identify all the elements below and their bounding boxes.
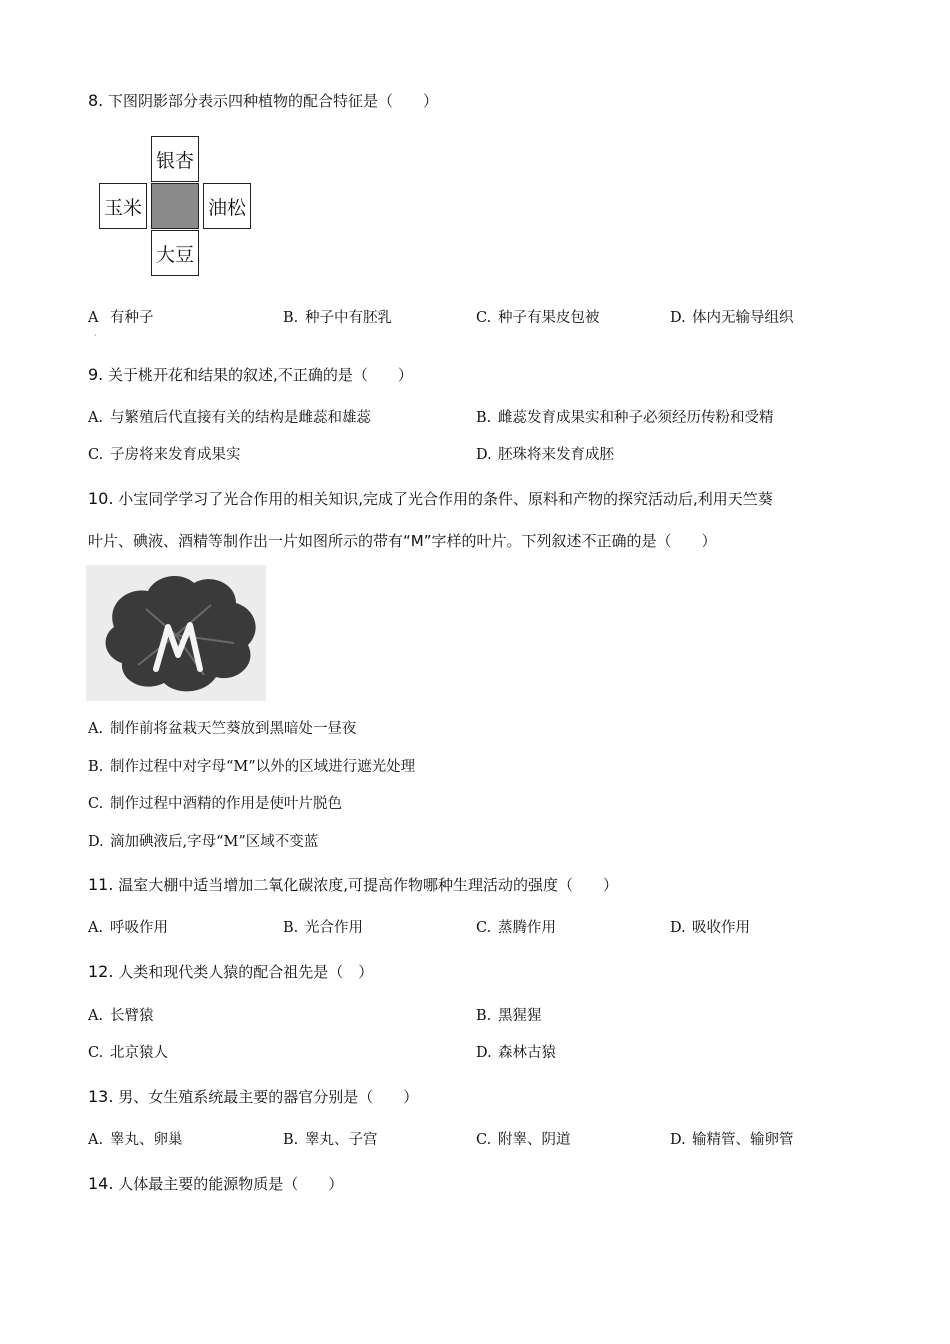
option-text: 种子有果皮包被 bbox=[498, 310, 600, 326]
question-number: 14. bbox=[88, 1174, 114, 1193]
question-text: 下图阴影部分表示四种植物的配合特征是（ ） bbox=[108, 92, 439, 110]
option-text: 睾丸、卵巢 bbox=[110, 1132, 183, 1148]
option-label: C. bbox=[476, 310, 492, 326]
option-label: D. bbox=[476, 447, 492, 463]
option-label: C. bbox=[476, 920, 492, 936]
q10-option-d bbox=[88, 830, 318, 851]
option-text: 输精管、输卵管 bbox=[692, 1132, 794, 1148]
q11-option-a bbox=[88, 916, 168, 937]
option-text: 附睾、阴道 bbox=[498, 1132, 571, 1148]
question-14 bbox=[88, 1173, 343, 1194]
option-label: A. bbox=[88, 721, 104, 737]
q9-option-d bbox=[476, 443, 614, 464]
q13-option-b bbox=[283, 1128, 378, 1149]
q9-option-c bbox=[88, 443, 241, 464]
option-label: A. bbox=[88, 1132, 104, 1148]
option-text: 制作前将盆栽天竺葵放到黑暗处一昼夜 bbox=[110, 721, 357, 737]
leaf-photo bbox=[86, 565, 266, 701]
q13-option-d bbox=[670, 1128, 794, 1149]
option-label: B. bbox=[476, 410, 492, 426]
option-label: B. bbox=[283, 1132, 299, 1148]
option-text: 与繁殖后代直接有关的结构是雌蕊和雄蕊 bbox=[110, 410, 371, 426]
question-number: 9. bbox=[88, 365, 104, 384]
option-label: C. bbox=[88, 447, 104, 463]
option-text: 子房将来发育成果实 bbox=[110, 447, 241, 463]
q8-option-d bbox=[670, 306, 794, 327]
diagram-shaded-center bbox=[151, 183, 199, 229]
q11-option-c bbox=[476, 916, 556, 937]
option-text: 制作过程中对字母“M”以外的区域进行遮光处理 bbox=[110, 759, 416, 775]
option-label: D. bbox=[670, 920, 686, 936]
diagram-cell-right: 油松 bbox=[203, 183, 251, 229]
option-text: 胚珠将来发育成胚 bbox=[498, 447, 614, 463]
option-text: 呼吸作用 bbox=[110, 920, 168, 936]
question-number: 11. bbox=[88, 875, 114, 894]
option-label: D. bbox=[670, 1132, 686, 1148]
q12-option-c bbox=[88, 1041, 168, 1062]
question-number: 13. bbox=[88, 1087, 114, 1106]
leaf-image bbox=[86, 565, 266, 701]
option-text: 长臂猿 bbox=[110, 1008, 154, 1024]
option-text: 体内无输导组织 bbox=[692, 310, 794, 326]
option-text: 森林古猿 bbox=[498, 1045, 556, 1061]
q9-option-b bbox=[476, 406, 774, 427]
option-text: 黑猩猩 bbox=[498, 1008, 542, 1024]
question-text-line2: 叶片、碘液、酒精等制作出一片如图所示的带有“M”字样的叶片。下列叙述不正确的是（ ） bbox=[88, 532, 717, 550]
q11-option-b bbox=[283, 916, 363, 937]
option-text: 滴加碘液后,字母“M”区域不变蓝 bbox=[110, 834, 319, 850]
option-text: 光合作用 bbox=[305, 920, 363, 936]
question-8 bbox=[88, 90, 438, 111]
option-text: 北京猿人 bbox=[110, 1045, 168, 1061]
diagram-cell-left: 玉米 bbox=[99, 183, 147, 229]
option-text: 睾丸、子宫 bbox=[305, 1132, 378, 1148]
option-label: B. bbox=[283, 920, 299, 936]
question-text-line1: 小宝同学学习了光合作用的相关知识,完成了光合作用的条件、原料和产物的探究活动后,利用天竺葵 bbox=[118, 490, 773, 508]
option-text: 制作过程中酒精的作用是使叶片脱色 bbox=[110, 796, 342, 812]
question-11 bbox=[88, 874, 618, 895]
q10-option-a bbox=[88, 717, 357, 738]
option-label: D. bbox=[476, 1045, 492, 1061]
q8-option-a bbox=[88, 306, 154, 327]
question-text: 人体最主要的能源物质是（ ） bbox=[118, 1175, 344, 1193]
q10-option-b bbox=[88, 755, 415, 776]
q12-option-b bbox=[476, 1004, 542, 1025]
question-13 bbox=[88, 1086, 418, 1107]
option-label: A. bbox=[88, 920, 104, 936]
q9-option-a bbox=[88, 406, 371, 427]
option-label: C. bbox=[476, 1132, 492, 1148]
option-label: B. bbox=[283, 310, 299, 326]
option-text: 雌蕊发育成果实和种子必须经历传粉和受精 bbox=[498, 410, 774, 426]
question-10 bbox=[88, 488, 773, 509]
question-10-continued bbox=[88, 530, 717, 551]
option-label: D. bbox=[88, 834, 104, 850]
diagram-cell-bottom: 大豆 bbox=[151, 230, 199, 276]
q10-option-c bbox=[88, 792, 342, 813]
stray-mark: · bbox=[94, 331, 97, 340]
question-text: 温室大棚中适当增加二氧化碳浓度,可提高作物哪种生理活动的强度（ ） bbox=[118, 876, 619, 894]
option-label: A. bbox=[88, 410, 104, 426]
q13-option-c bbox=[476, 1128, 571, 1149]
option-label: B. bbox=[88, 759, 104, 775]
option-text: 吸收作用 bbox=[692, 920, 750, 936]
option-text: 种子中有胚乳 bbox=[305, 310, 392, 326]
option-label: A bbox=[88, 310, 99, 326]
option-text: 蒸腾作用 bbox=[498, 920, 556, 936]
option-label: C. bbox=[88, 796, 104, 812]
option-label: C. bbox=[88, 1045, 104, 1061]
question-text: 人类和现代类人猿的配合祖先是（ ） bbox=[118, 963, 374, 981]
question-12 bbox=[88, 961, 373, 982]
question-text: 关于桃开花和结果的叙述,不正确的是（ ） bbox=[108, 366, 413, 384]
diagram-cell-top: 银杏 bbox=[151, 136, 199, 182]
q12-option-a bbox=[88, 1004, 154, 1025]
question-number: 8. bbox=[88, 91, 104, 110]
q13-option-a bbox=[88, 1128, 183, 1149]
question-number: 10. bbox=[88, 489, 114, 508]
option-label: B. bbox=[476, 1008, 492, 1024]
q8-option-c bbox=[476, 306, 600, 327]
q8-option-b bbox=[283, 306, 392, 327]
option-text: 有种子 bbox=[110, 310, 154, 326]
question-9 bbox=[88, 364, 413, 385]
q11-option-d bbox=[670, 916, 750, 937]
question-text: 男、女生殖系统最主要的器官分别是（ ） bbox=[118, 1088, 419, 1106]
question-number: 12. bbox=[88, 962, 114, 981]
option-label: A. bbox=[88, 1008, 104, 1024]
q12-option-d bbox=[476, 1041, 556, 1062]
option-label: D. bbox=[670, 310, 686, 326]
